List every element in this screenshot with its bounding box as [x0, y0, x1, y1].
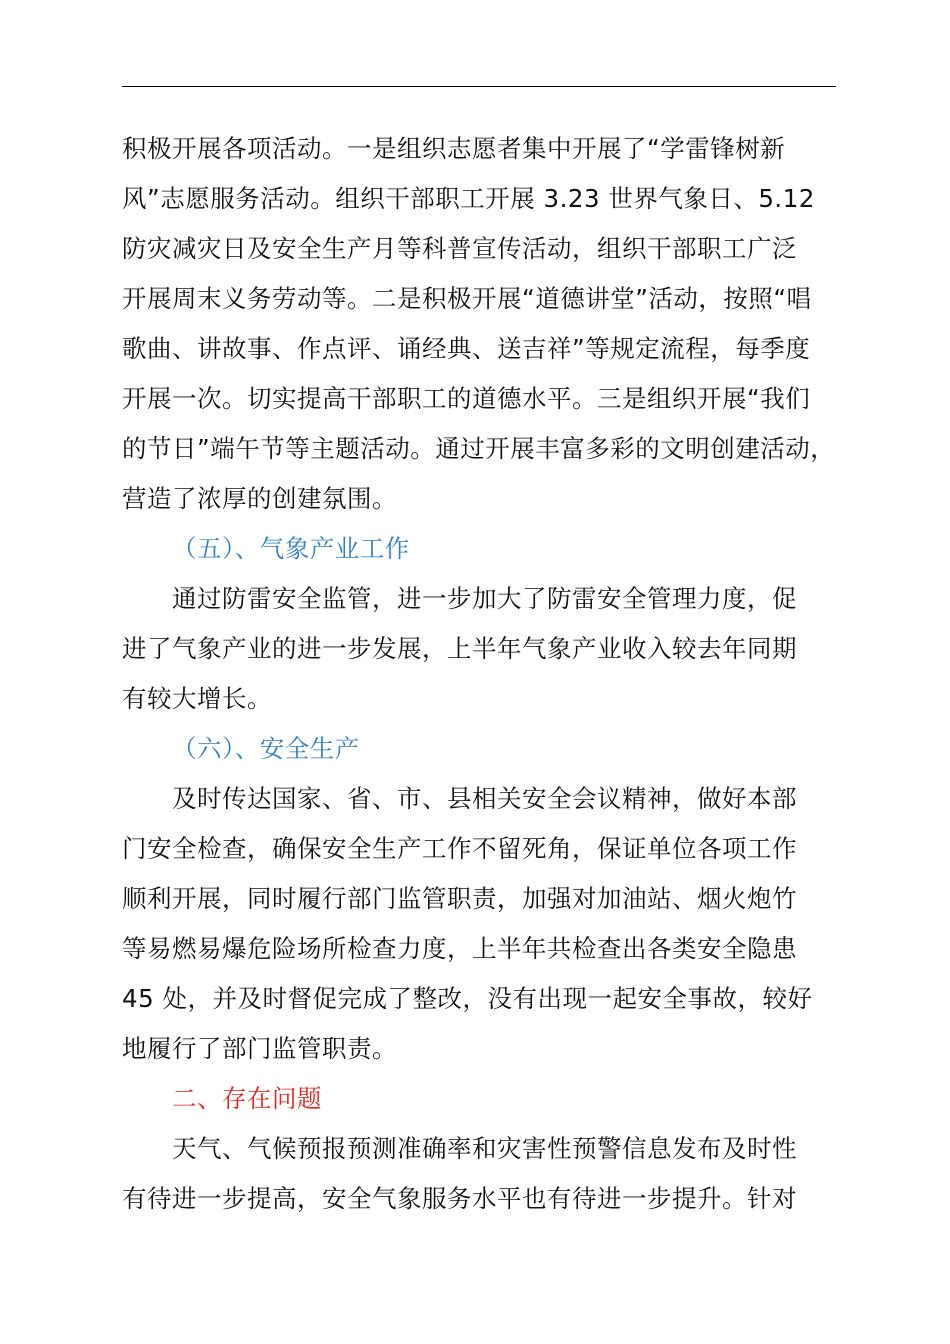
- paragraph-line: 通过防雷安全监管，进一步加大了防雷安全管理力度，促: [172, 584, 797, 613]
- paragraph-line: 地履行了部门监管职责。: [122, 1034, 397, 1063]
- paragraph-line: 及时传达国家、省、市、县相关安全会议精神，做好本部: [172, 784, 797, 813]
- paragraph-line: 开展一次。切实提高干部职工的道德水平。三是组织开展“我们: [122, 384, 811, 413]
- section-heading-problems: 二、存在问题: [172, 1084, 322, 1113]
- paragraph-line: 歌曲、讲故事、作点评、诵经典、送吉祥”等规定流程，每季度: [122, 334, 811, 363]
- document-body: [122, 124, 862, 1224]
- paragraph-line: 顺利开展，同时履行部门监管职责，加强对加油站、烟火炮竹: [122, 884, 797, 913]
- header-rule: [122, 86, 836, 87]
- paragraph-line: 门安全检查，确保安全生产工作不留死角，保证单位各项工作: [122, 834, 797, 863]
- paragraph-line: 45 处，并及时督促完成了整改，没有出现一起安全事故，较好: [122, 984, 813, 1013]
- paragraph-line: 风”志愿服务活动。组织干部职工开展 3.23 世界气象日、5.12: [122, 184, 815, 213]
- paragraph-line: 防灾减灾日及安全生产月等科普宣传活动，组织干部职工广泛: [122, 234, 797, 263]
- section-heading-industry: （五）、气象产业工作: [172, 534, 410, 563]
- paragraph-line: 等易燃易爆危险场所检查力度，上半年共检查出各类安全隐患: [122, 934, 797, 963]
- paragraph-line: 进了气象产业的进一步发展，上半年气象产业收入较去年同期: [122, 634, 797, 663]
- paragraph-line: 积极开展各项活动。一是组织志愿者集中开展了“学雷锋树新: [122, 134, 786, 163]
- paragraph-line: 有待进一步提高，安全气象服务水平也有待进一步提升。针对: [122, 1184, 797, 1213]
- paragraph-line: 的节日”端午节等主题活动。通过开展丰富多彩的文明创建活动，: [122, 434, 836, 463]
- paragraph-line: 营造了浓厚的创建氛围。: [122, 484, 397, 513]
- paragraph-line: 天气、气候预报预测准确率和灾害性预警信息发布及时性: [172, 1134, 797, 1163]
- section-heading-safety: （六）、安全生产: [172, 734, 360, 763]
- paragraph-line: 开展周末义务劳动等。二是积极开展“道德讲堂”活动，按照“唱: [122, 284, 812, 313]
- paragraph-line: 有较大增长。: [122, 684, 272, 713]
